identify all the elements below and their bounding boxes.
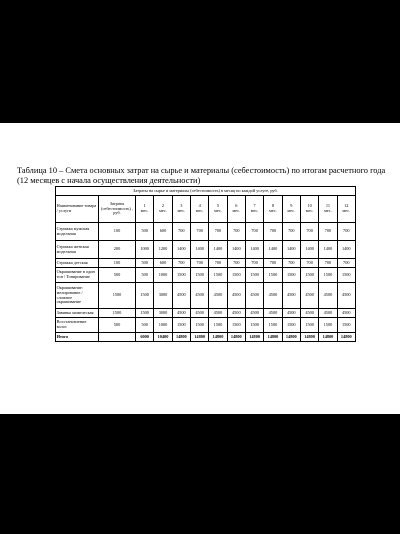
month-number: 8 <box>271 203 275 209</box>
month-unit: мес. <box>324 208 332 213</box>
month-header-5 <box>209 196 227 223</box>
month-number: 1 <box>143 203 146 209</box>
month-value-cell: 700 <box>319 223 337 241</box>
month-value-cell: 1500 <box>190 318 208 333</box>
month-value-cell: 700 <box>227 259 245 268</box>
month-value-cell: 1400 <box>264 241 282 259</box>
row-name-cell: Стрижка детская <box>56 259 99 268</box>
month-number: 6 <box>235 203 238 209</box>
month-header-9 <box>282 196 300 223</box>
month-value-cell: 1500 <box>337 318 355 333</box>
month-value-cell: 700 <box>300 259 318 268</box>
month-number: 12 <box>344 203 349 209</box>
month-value-cell: 700 <box>245 259 263 268</box>
month-value-cell: 4500 <box>319 309 337 318</box>
month-value-cell: 1500 <box>136 309 154 318</box>
month-header-8 <box>264 196 282 223</box>
month-value-cell: 1500 <box>319 268 337 283</box>
month-number: 7 <box>253 203 256 209</box>
month-header-4 <box>190 196 208 223</box>
document-page <box>0 123 400 414</box>
month-unit: мес. <box>232 208 241 213</box>
row-name-cell: Завивка химическая <box>56 309 99 318</box>
month-value-cell: 600 <box>154 223 172 241</box>
month-value-cell: 4500 <box>245 309 263 318</box>
month-unit: мес. <box>140 208 149 213</box>
month-value-cell: 1500 <box>300 268 318 283</box>
row-cost-cell: 1500 <box>99 283 136 309</box>
month-unit: мес. <box>269 208 277 213</box>
month-unit: мес. <box>250 208 259 213</box>
table-row <box>56 223 356 241</box>
month-value-cell: 1500 <box>172 268 190 283</box>
month-value-cell: 1500 <box>337 268 355 283</box>
month-value-cell: 700 <box>300 223 318 241</box>
month-value-cell: 500 <box>136 268 154 283</box>
month-value-cell: 600 <box>154 259 172 268</box>
month-value-cell: 14800 <box>209 333 227 342</box>
month-number: 3 <box>180 203 183 209</box>
row-cost-cell: 1500 <box>99 309 136 318</box>
month-number: 4 <box>198 203 201 209</box>
month-header-11 <box>319 196 337 223</box>
month-value-cell: 1500 <box>264 318 282 333</box>
table-row <box>56 309 356 318</box>
month-value-cell: 4500 <box>282 309 300 318</box>
group-header-cell: Затраты на сырье и материалы (себестоимость) в месяц по каждой услуге, руб. <box>56 187 356 196</box>
month-value-cell: 1200 <box>154 241 172 259</box>
month-header-3 <box>172 196 190 223</box>
month-value-cell: 1500 <box>300 318 318 333</box>
month-value-cell: 1500 <box>282 318 300 333</box>
row-name-cell: Стрижка мужская модельная <box>56 223 99 241</box>
month-value-cell: 700 <box>245 223 263 241</box>
month-value-cell: 500 <box>136 259 154 268</box>
month-value-cell: 1500 <box>245 268 263 283</box>
month-unit: мес. <box>305 208 314 213</box>
month-value-cell: 4500 <box>264 309 282 318</box>
month-value-cell: 700 <box>337 223 355 241</box>
month-value-cell: 1500 <box>136 283 154 309</box>
month-unit: мес. <box>214 208 222 213</box>
month-value-cell: 1500 <box>209 318 227 333</box>
month-value-cell: 1000 <box>154 318 172 333</box>
month-value-cell: 4500 <box>172 309 190 318</box>
month-value-cell: 700 <box>209 223 227 241</box>
month-unit: мес. <box>177 208 186 213</box>
month-value-cell: 1500 <box>227 268 245 283</box>
month-value-cell: 4500 <box>245 283 263 309</box>
month-value-cell: 700 <box>319 259 337 268</box>
header-row-group <box>56 187 356 196</box>
month-value-cell: 700 <box>172 223 190 241</box>
col-cost-header: Затраты (себестоимость) , руб. <box>99 196 136 223</box>
month-value-cell: 1400 <box>282 241 300 259</box>
month-header-10 <box>300 196 318 223</box>
month-value-cell: 1500 <box>264 268 282 283</box>
month-value-cell: 3000 <box>154 283 172 309</box>
month-value-cell: 14800 <box>172 333 190 342</box>
month-unit: мес. <box>287 208 296 213</box>
month-value-cell: 500 <box>136 318 154 333</box>
month-value-cell: 1400 <box>190 241 208 259</box>
month-value-cell: 1000 <box>154 268 172 283</box>
month-value-cell: 14800 <box>300 333 318 342</box>
row-cost-cell: 100 <box>99 259 136 268</box>
table-row <box>56 333 356 342</box>
month-value-cell: 4500 <box>300 309 318 318</box>
row-name-cell: Стрижка женская модельная <box>56 241 99 259</box>
table-row <box>56 241 356 259</box>
table-row <box>56 259 356 268</box>
month-value-cell: 4500 <box>300 283 318 309</box>
month-number: 2 <box>161 203 165 209</box>
month-value-cell: 700 <box>172 259 190 268</box>
month-value-cell: 14800 <box>337 333 355 342</box>
month-value-cell: 1500 <box>209 268 227 283</box>
month-value-cell: 700 <box>190 259 208 268</box>
month-value-cell: 4500 <box>337 283 355 309</box>
month-value-cell: 4500 <box>282 283 300 309</box>
row-name-cell: Окрашивание в один тон / Тонирование <box>56 268 99 283</box>
row-cost-cell: 500 <box>99 318 136 333</box>
table-caption: Таблица 10 – Смета основных затрат на сырье и материалы (себестоимость) по итогам расчетного года (12 месяцев с начала осуществления деятельности) <box>17 166 386 185</box>
month-value-cell: 700 <box>209 259 227 268</box>
month-header-1 <box>136 196 154 223</box>
month-header-12 <box>337 196 355 223</box>
row-name-cell: Окрашивание: мелирование / сложное окрашивание <box>56 283 99 309</box>
month-value-cell: 700 <box>282 259 300 268</box>
row-name-cell: Восстановление волос <box>56 318 99 333</box>
month-number: 10 <box>307 203 312 209</box>
month-unit: мес. <box>342 208 351 213</box>
header-row-columns <box>56 196 356 223</box>
month-value-cell: 1500 <box>172 318 190 333</box>
month-value-cell: 1500 <box>245 318 263 333</box>
month-value-cell: 4500 <box>209 283 227 309</box>
month-value-cell: 14800 <box>245 333 263 342</box>
month-value-cell: 1400 <box>319 241 337 259</box>
month-value-cell: 1500 <box>190 268 208 283</box>
month-value-cell: 1400 <box>172 241 190 259</box>
month-value-cell: 4500 <box>319 283 337 309</box>
month-number: 5 <box>216 203 220 209</box>
cost-estimate-table <box>55 186 356 342</box>
month-value-cell: 14800 <box>282 333 300 342</box>
month-value-cell: 1400 <box>209 241 227 259</box>
month-value-cell: 700 <box>227 223 245 241</box>
month-value-cell: 1400 <box>245 241 263 259</box>
month-value-cell: 700 <box>190 223 208 241</box>
month-value-cell: 1500 <box>227 318 245 333</box>
month-value-cell: 1400 <box>300 241 318 259</box>
month-value-cell: 10400 <box>154 333 172 342</box>
month-value-cell: 4500 <box>190 283 208 309</box>
month-number: 11 <box>325 203 331 209</box>
month-value-cell: 500 <box>136 223 154 241</box>
table-row <box>56 318 356 333</box>
month-value-cell: 14800 <box>227 333 245 342</box>
month-value-cell: 4500 <box>264 283 282 309</box>
table-row <box>56 283 356 309</box>
month-header-7 <box>245 196 263 223</box>
month-value-cell: 4500 <box>209 309 227 318</box>
month-value-cell: 1400 <box>227 241 245 259</box>
month-value-cell: 4500 <box>172 283 190 309</box>
month-value-cell: 14800 <box>190 333 208 342</box>
month-number: 9 <box>290 203 293 209</box>
row-cost-cell <box>99 333 136 342</box>
month-value-cell: 4500 <box>227 309 245 318</box>
month-value-cell: 1500 <box>319 318 337 333</box>
month-value-cell: 700 <box>282 223 300 241</box>
month-value-cell: 4500 <box>337 309 355 318</box>
month-value-cell: 4500 <box>227 283 245 309</box>
month-value-cell: 1000 <box>136 241 154 259</box>
month-unit: мес. <box>195 208 204 213</box>
month-value-cell: 1400 <box>337 241 355 259</box>
table-row <box>56 268 356 283</box>
month-value-cell: 14800 <box>319 333 337 342</box>
month-value-cell: 700 <box>337 259 355 268</box>
month-value-cell: 1500 <box>282 268 300 283</box>
row-cost-cell: 100 <box>99 223 136 241</box>
row-cost-cell: 200 <box>99 241 136 259</box>
row-cost-cell: 500 <box>99 268 136 283</box>
month-header-6 <box>227 196 245 223</box>
month-unit: мес. <box>159 208 167 213</box>
month-value-cell: 6000 <box>136 333 154 342</box>
month-value-cell: 3000 <box>154 309 172 318</box>
month-value-cell: 700 <box>264 259 282 268</box>
col-name-header: Наименование товара / услуги <box>56 196 99 223</box>
month-value-cell: 14800 <box>264 333 282 342</box>
month-value-cell: 4500 <box>190 309 208 318</box>
month-header-2 <box>154 196 172 223</box>
month-value-cell: 700 <box>264 223 282 241</box>
row-name-cell: Итого <box>56 333 99 342</box>
